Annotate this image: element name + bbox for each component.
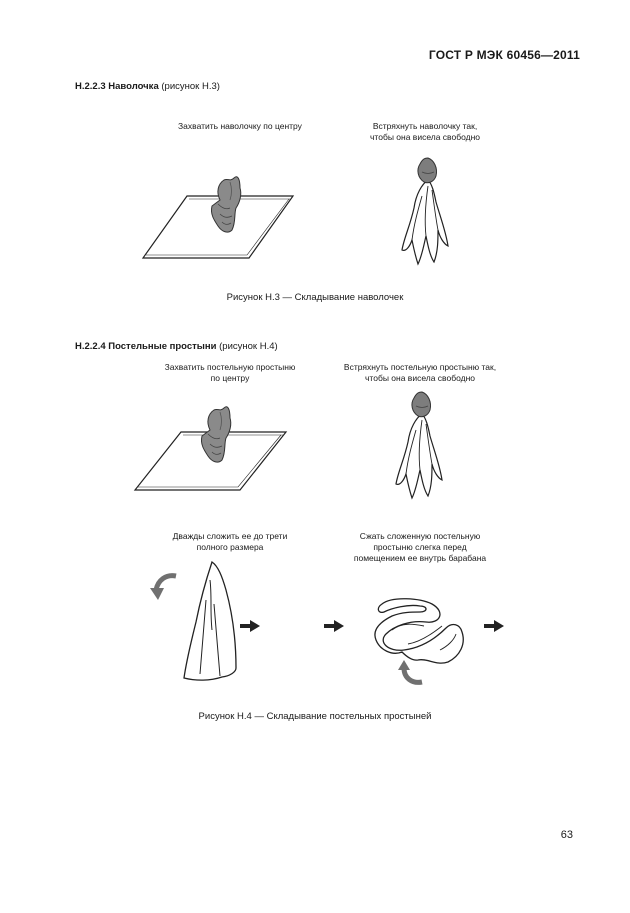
sheet-step-4-line-2: простыню слегка перед (373, 542, 467, 552)
pillowcase-flat-illustration (143, 177, 293, 258)
sheet-flat-illustration (135, 407, 286, 490)
pillowcase-step-1-label: Захватить наволочку по центру (178, 121, 302, 131)
pillowcase-step-2-line-1: Встряхнуть наволочку так, (372, 121, 478, 131)
page-number: 63 (560, 829, 573, 841)
sheet-hanging-illustration (396, 392, 442, 498)
sheet-step-1-line-2: по центру (210, 373, 250, 383)
sheet-step-3-line-2: полного размера (196, 542, 264, 552)
hanging-cloth-icon (402, 158, 448, 264)
section-heading-ref: (рисунок Н.3) (161, 81, 220, 92)
sheet-step-3-line-1: Дважды сложить ее до трети (172, 531, 288, 541)
rotate-arrow-bottom-icon (398, 660, 422, 682)
document-id: ГОСТ Р МЭК 60456—2011 (428, 48, 580, 62)
sheet-compressed-illustration (375, 599, 463, 663)
section-heading-bold: Н.2.2.3 Наволочка (75, 81, 159, 92)
arrow-right-icon (484, 620, 504, 632)
rotate-arrow-left-icon (150, 576, 176, 600)
pillowcase-hanging-illustration (402, 158, 448, 264)
figure-h3-caption: Рисунок Н.3 — Складывание наволочек (226, 292, 404, 303)
section-heading-ref: (рисунок Н.4) (219, 341, 278, 352)
hanging-cloth-icon (396, 392, 442, 498)
sheet-step-4-line-1: Сжать сложенную постельную (359, 531, 481, 541)
pillowcase-step-2-line-2: чтобы она висела свободно (370, 132, 480, 142)
section-heading-bold: Н.2.2.4 Постельные простыни (75, 341, 217, 352)
sheet-step-2-line-1: Встряхнуть постельную простыню так, (343, 362, 497, 372)
sheet-step-1-line-1: Захватить постельную простыню (164, 362, 296, 372)
sheet-step-2-line-2: чтобы она висела свободно (365, 373, 475, 383)
arrow-right-icon (324, 620, 344, 632)
sheet-folded-illustration (184, 562, 236, 680)
arrow-right-icon (240, 620, 260, 632)
sheet-step-4-line-3: помещением ее внутрь барабана (353, 553, 487, 563)
figure-h4-caption: Рисунок Н.4 — Складывание постельных простыней (198, 711, 432, 722)
